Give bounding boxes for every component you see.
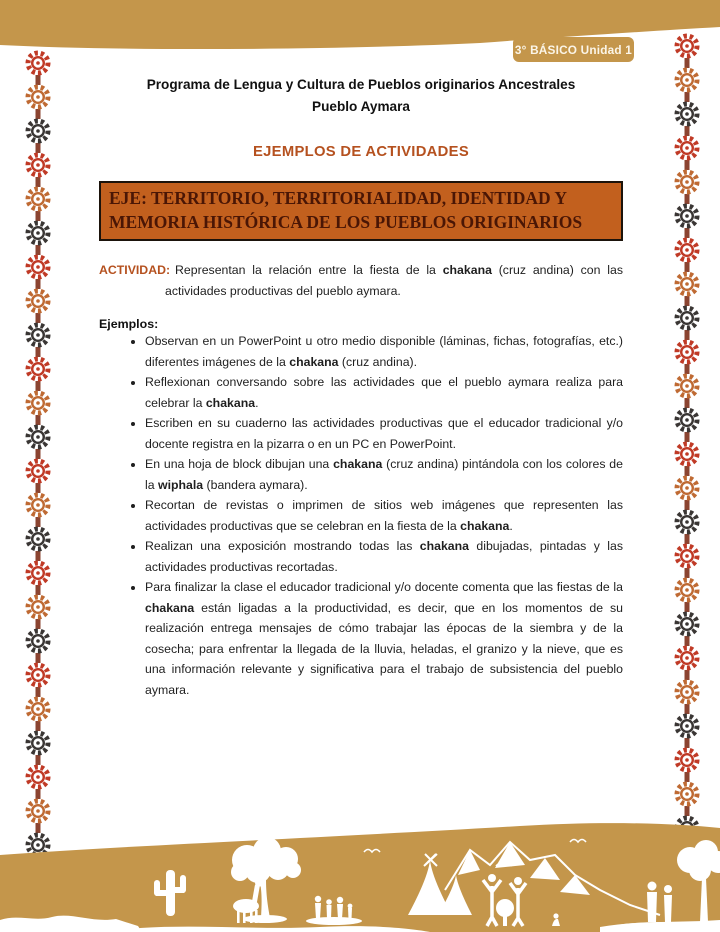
rosette-gear-icon: [677, 410, 697, 430]
rosette-gear-icon: [28, 665, 48, 685]
list-item: • Observan en un PowerPoint u otro medio disponible (láminas, fichas, fotografías, etc.) diferentes imágenes de la chakana (cruz andina).: [145, 331, 623, 372]
rosette-gear-icon: [28, 631, 48, 651]
rosette-gear-icon: [677, 36, 697, 56]
rosette-gear-icon: [28, 461, 48, 481]
rosette-gear-icon: [28, 699, 48, 719]
rosette-gear-icon: [28, 325, 48, 345]
page-title: Programa de Lengua y Cultura de Pueblos originarios Ancestrales: [146, 77, 576, 92]
rosette-gear-icon: [677, 376, 697, 396]
rosette-gear-icon: [677, 784, 697, 804]
rosette-gear-icon: [28, 495, 48, 515]
rosette-gear-icon: [28, 393, 48, 413]
list-item: • Recortan de revistas o imprimen de sitios web imágenes que representen las actividades productivas que se celebran en la fiesta de la chakana.: [145, 495, 623, 536]
rosette-gear-icon: [28, 359, 48, 379]
page-subtitle: Pueblo Aymara: [312, 99, 410, 114]
footer-illustration: [0, 820, 720, 932]
rosette-gear-icon: [28, 53, 48, 73]
list-item: • En una hoja de block dibujan una chakana (cruz andina) pintándola con los colores de la wiphala (bandera aymara).: [145, 454, 623, 495]
list-item: • Reflexionan conversando sobre las actividades que el pueblo aymara realiza para celebrar la chakana.: [145, 372, 623, 413]
rosette-gear-icon: [28, 257, 48, 277]
rosette-gear-icon: [28, 529, 48, 549]
rosette-gear-icon: [677, 240, 697, 260]
eje-banner-line2: MEMORIA HISTÓRICA DE LOS PUEBLOS ORIGINARIOS: [109, 212, 583, 232]
rosette-gear-icon: [677, 546, 697, 566]
rosette-gear-icon: [677, 648, 697, 668]
activity-paragraph: [99, 260, 623, 301]
rosette-gear-icon: [28, 155, 48, 175]
rosette-gear-icon: [28, 223, 48, 243]
rosette-gear-icon: [28, 801, 48, 821]
rosette-gear-icon: [28, 767, 48, 787]
list-item: • Escriben en su cuaderno las actividades productivas que el educador tradicional y/o docente registra en la pizarra o en un PC en PowerPoint.: [145, 413, 623, 454]
examples-list: [99, 331, 623, 700]
rosette-gear-icon: [28, 291, 48, 311]
rosette-gear-icon: [677, 682, 697, 702]
list-item: • Para finalizar la clase el educador tradicional y/o docente comenta que las fiestas de la chakana están ligadas a la productividad, es decir, que en los momentos de su realización entrega mensajes de cómo trabajar las épocas de la siembra y de la cosecha; para enfrentar la llegada de la lluvia, heladas, el granizo y la nieve, que es una información relevante y significativa para el trabajo de subsistencia del pueblo aymara.: [145, 577, 623, 700]
rosette-gear-icon: [677, 308, 697, 328]
eje-banner-line1: EJE: TERRITORIO, TERRITORIALIDAD, IDENTIDAD Y: [109, 188, 568, 208]
rosette-gear-icon: [28, 189, 48, 209]
rosette-gear-icon: [28, 427, 48, 447]
rosette-gear-icon: [677, 104, 697, 124]
examples-heading: Ejemplos:: [99, 317, 159, 331]
rosette-gear-icon: [677, 478, 697, 498]
rosette-gear-icon: [28, 87, 48, 107]
eje-banner: [99, 181, 623, 241]
rosette-gear-icon: [28, 733, 48, 753]
rosette-gear-icon: [677, 512, 697, 532]
rosette-gear-icon: [677, 614, 697, 634]
activity-label: ACTIVIDAD:: [99, 263, 171, 277]
rosette-gear-icon: [677, 716, 697, 736]
rosette-gear-icon: [677, 580, 697, 600]
rosette-gear-icon: [677, 750, 697, 770]
left-border-pattern: [19, 0, 57, 880]
rosette-gear-icon: [677, 138, 697, 158]
rosette-gear-icon: [28, 121, 48, 141]
activity-text: Representan la relación entre la fiesta de la chakana (cruz andina) con las actividades productivas del pueblo aymara.: [165, 263, 623, 298]
unit-badge: 3° BÁSICO Unidad 1: [513, 37, 634, 62]
right-border-pattern: [668, 0, 706, 880]
rosette-gear-icon: [677, 206, 697, 226]
section-heading: EJEMPLOS DE ACTIVIDADES: [252, 144, 469, 160]
rosette-gear-icon: [677, 172, 697, 192]
rosette-gear-icon: [677, 444, 697, 464]
main-content: [99, 0, 623, 700]
rosette-gear-icon: [677, 274, 697, 294]
rosette-gear-icon: [677, 342, 697, 362]
rosette-gear-icon: [677, 70, 697, 90]
rosette-gear-icon: [28, 563, 48, 583]
rosette-gear-icon: [28, 597, 48, 617]
list-item: • Realizan una exposición mostrando todas las chakana dibujadas, pintadas y las actividades productivas recortadas.: [145, 536, 623, 577]
